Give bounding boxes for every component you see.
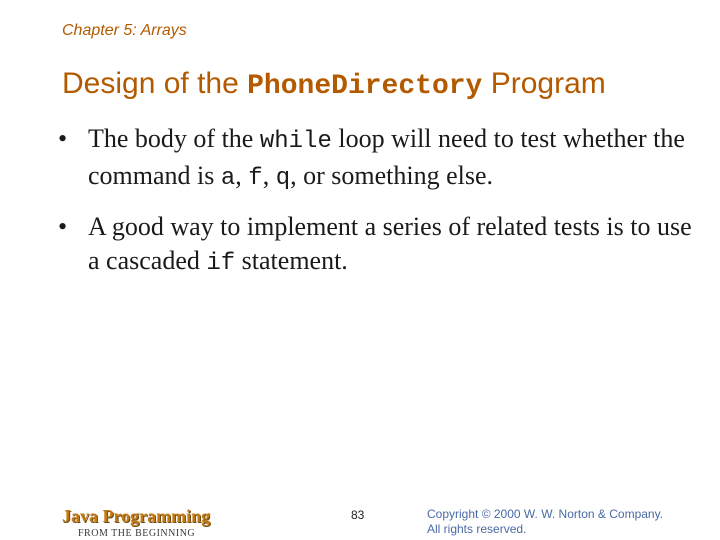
bullet-list — [58, 122, 698, 295]
slide-title — [62, 66, 606, 104]
bullet-text: , — [262, 161, 276, 190]
page-number: 83 — [351, 508, 365, 522]
bullet-text: loop will need to test whether the command is — [88, 124, 685, 190]
bullet-item — [58, 122, 698, 196]
footer-brand-block — [62, 506, 262, 539]
inline-code: a — [220, 165, 236, 192]
footer-brand: Java Programming — [62, 506, 211, 526]
bullet-text: The body of the — [88, 124, 260, 153]
chapter-heading: Chapter 5: Arrays — [62, 22, 187, 39]
title-suffix: Program — [482, 67, 606, 100]
inline-code: if — [206, 250, 236, 277]
copyright-line: All rights reserved. — [427, 522, 527, 536]
copyright-notice — [427, 507, 663, 537]
title-prefix: Design of the — [62, 67, 248, 100]
bullet-item — [58, 210, 698, 281]
inline-code: q — [275, 165, 291, 192]
bullet-text: , — [235, 161, 249, 190]
bullet-text: A good way to implement a series of related tests is to use a cascaded — [88, 212, 692, 275]
inline-code: f — [248, 165, 263, 192]
title-code: PhoneDirectory — [247, 71, 483, 102]
bullet-text: , or something else. — [290, 161, 494, 190]
bullet-marker: • — [58, 124, 68, 153]
footer-subtitle: FROM THE BEGINNING — [78, 528, 196, 539]
copyright-line: Copyright © 2000 W. W. Norton & Company. — [427, 507, 664, 521]
bullet-text: statement. — [235, 246, 348, 275]
inline-code: while — [259, 128, 332, 155]
bullet-marker: • — [58, 212, 68, 241]
